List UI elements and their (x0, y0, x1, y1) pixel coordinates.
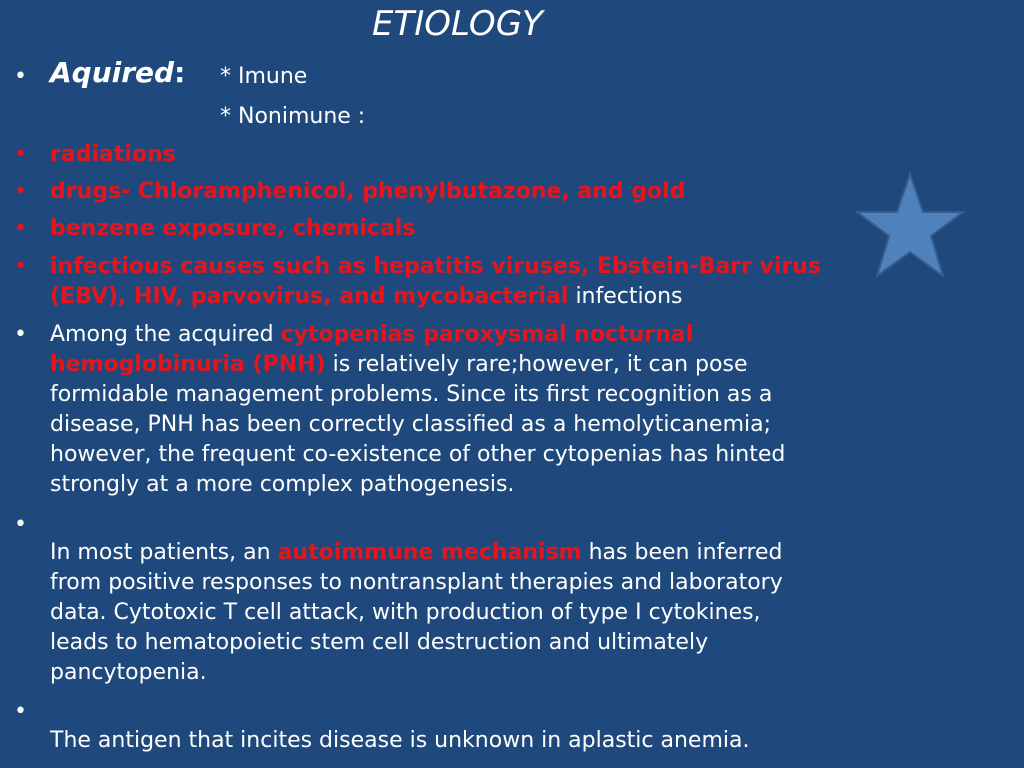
bullet-aquired: • (14, 64, 27, 89)
red-bullet-item: benzene exposure, chemicals (50, 216, 416, 241)
pnh-line-2 (50, 350, 747, 380)
aquired-colon: : (174, 56, 186, 89)
red-bullet-item: drugs- Chloramphenicol, phenylbutazone, and gold (50, 179, 686, 204)
bullet-autoimmune: • (14, 512, 27, 537)
bullet-radiations: • (14, 142, 27, 167)
aquired-item-nonimune: * Nonimune : (220, 104, 366, 129)
autoimmune-line-3: data. Cytotoxic T cell attack, with production of type I cytokines, (50, 600, 761, 625)
autoimmune-rest-text: has been inferred (581, 540, 783, 565)
infectious-rest-text: infections (568, 284, 683, 309)
bullet-benzene: • (14, 216, 27, 241)
aquired-item-imune: * Imune (220, 64, 308, 89)
star-icon (855, 170, 965, 280)
pnh-line-5: however, the frequent co-existence of other cytopenias has hinted (50, 442, 786, 467)
pnh-line-4: disease, PNH has been correctly classified as a hemolyticanemia; (50, 412, 772, 437)
bullet-drugs: • (14, 179, 27, 204)
autoimmune-line-2: from positive responses to nontransplant therapies and laboratory (50, 570, 783, 595)
infectious-line-2 (50, 282, 682, 312)
bullet-antigen: • (14, 699, 27, 724)
autoimmune-line-5: pancytopenia. (50, 660, 207, 685)
bullet-infectious: • (14, 254, 27, 279)
pnh-red-text-2: hemoglobinuria (PNH) (50, 352, 326, 377)
infectious-line-1: infectious causes such as hepatitis viruses, Ebstein-Barr virus (50, 254, 822, 279)
pnh-line-1 (50, 320, 693, 350)
antigen-line-1: The antigen that incites disease is unknown in aplastic anemia. (50, 728, 750, 753)
aquired-heading (50, 58, 185, 91)
autoimmune-red-text: autoimmune mechanism (277, 540, 582, 565)
pnh-line-6: strongly at a more complex pathogenesis. (50, 472, 515, 497)
bullet-pnh: • (14, 322, 27, 347)
red-bullet-item: radiations (50, 142, 176, 167)
slide-title: ETIOLOGY (372, 4, 543, 44)
pnh-red-text-1: cytopenias paroxysmal nocturnal (280, 322, 694, 347)
aquired-label: Aquired (50, 56, 175, 89)
pnh-pre-text: Among the acquired (50, 322, 281, 347)
autoimmune-line-1 (50, 538, 783, 568)
pnh-line-3: formidable management problems. Since its first recognition as a (50, 382, 773, 407)
pnh-rest-text: is relatively rare;however, it can pose (325, 352, 748, 377)
autoimmune-pre-text: In most patients, an (50, 540, 278, 565)
infectious-red-text: (EBV), HIV, parvovirus, and mycobacterial (50, 284, 569, 309)
autoimmune-line-4: leads to hematopoietic stem cell destruction and ultimately (50, 630, 709, 655)
